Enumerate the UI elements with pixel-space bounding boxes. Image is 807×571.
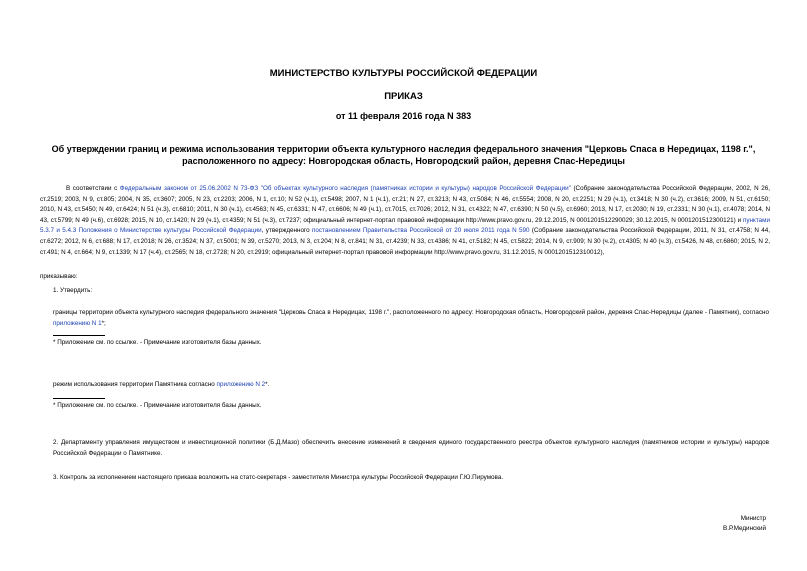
- item-3: 3. Контроль за исполнением настоящего приказа возложить на статс-секретаря - заместителя Министра культуры Российской Федерации Г.Ю.Пирумова.: [53, 474, 504, 481]
- item-2: 2. Департаменту управления имуществом и инвестиционной политики (Б.Д.Мазо) обеспечить внесение изменений в сведения единого государственного реестра объектов культурного наследия (памятников истории и культуры) народов Российской Федерации о Памятнике.: [53, 439, 769, 457]
- signature-name: В.Р.Мединский: [723, 525, 766, 532]
- doc-type-heading: ПРИКАЗ: [384, 91, 423, 102]
- bounds-text: границы территории объекта культурного наследия федерального значения "Церковь Спаса в Нередицах, 1198 г.", расположенного по адресу: Новгородская область, Новгородский район, деревня Спас-Нередицы (далее - Памятник), согласно: [53, 309, 769, 316]
- preamble-text-4: (Собрание законодательства Российской Федерации, 2011, N 31, ст.4758; N 44, ст.6272; 2012, N 6, ст.688; N 17, ст.2018; N 26, ст.3524; N 37, ст.5001; N 39, ст.5270; 2013, N 3, ст.204; N 8, ст.841; N 31, ст.4239; N 33, ст.4386; N 41, ст.5182; N 45, ст.5822; 2014, N 9, ст.909; N 30 (ч.2), ст.4305; N 40 (ч.3), ст.5426, N 48, ст.6860; 2015, N 2, ст.491; N 4, ст.664; N 9, ст.1339; N 17 (ч.4), ст.2565; N 18, ст.2728; N 20, ст.2919; официальный интернет-портал правовой информации http://www.pravo.gov.ru, 31.12.2015, N 0001201512310012),: [40, 227, 770, 256]
- preamble-paragraph: [40, 184, 770, 258]
- appendix-1-link[interactable]: приложению N 1: [53, 319, 102, 327]
- government-resolution-link[interactable]: постановлением Правительства Российской от 20 июля 2011 года N 590: [311, 227, 530, 235]
- footnote-2: * Приложение см. по ссылке. - Примечание изготовителя базы данных.: [53, 402, 262, 409]
- regime-text: режим использования территории Памятника согласно: [53, 381, 217, 388]
- bounds-suffix: *;: [101, 319, 106, 327]
- regime-suffix: *.: [265, 381, 270, 388]
- footnote-1: * Приложение см. по ссылке. - Примечание изготовителя базы данных.: [53, 339, 262, 346]
- regime-paragraph: [53, 380, 269, 391]
- regulation-points-link[interactable]: пунктами 5.3.7 и 5.4.3 Положения о Министерстве культуры Российской Федерации: [40, 216, 770, 235]
- preamble-text-3: , утвержденного: [261, 227, 312, 235]
- preamble-text-2: (Собрание законодательства Российской Федерации, 2002, N 26, ст.2519; 2003, N 9, ст.805; 2004, N 35, ст.3607; 2005, N 23, ст.2203; 2006, N 1, ст.10; N 52 (ч.1), ст.5498; 2007, N 1 (ч.1), ст.21; N 27, ст.3213; N 43, ст.5084; N 46, ст.5554; 2008, N 20, ст.2251; N 29 (ч.1), ст.3418; N 30 (ч.2), ст.3616; 2009, N 51, ст.6150; 2010, N 43, ст.5450; N 49, ст.6424; N 51 (ч.3), ст.6810; 2011, N 30 (ч.1), ст.4563; N 45, ст.6331; N 47, ст.6606; N 49 (ч.1), ст.7015, ст.7026; 2012, N 31, ст.4322; N 47, ст.6390; N 50 (ч.5), ст.6960; 2013, N 17, ст.2030; N 19, ст.2331; N 30 (ч.1), ст.4078; 2014, N 43, ст.5799; N 49 (ч.6), ст.6928; 2015, N 10, ст.1420; N 29 (ч.1), ст.4359; N 51 (ч.3), ст.7237; официальный интернет-портал правовой информации http://www.pravo.gov.ru, 29.12.2015, N 0001201512290029; 30.12.2015, N 0001201512300121) и: [40, 185, 771, 224]
- appendix-2-link[interactable]: приложению N 2: [216, 381, 266, 388]
- bounds-paragraph: [53, 308, 769, 329]
- ministry-heading: МИНИСТЕРСТВО КУЛЬТУРЫ РОССИЙСКОЙ ФЕДЕРАЦИИ: [269, 68, 538, 79]
- footnote-divider: [53, 335, 105, 336]
- document-title: Об утверждении границ и режима использования территории объекта культурного наследия федерального значения "Церковь Спаса в Нередицах, 1198 г.", расположенного по адресу: Новгородская область, Новгородский район, деревня Спас-Нередицы: [51, 144, 756, 166]
- preamble-text-1: В соответствии с: [66, 185, 120, 192]
- footnote-divider: [53, 398, 105, 399]
- federal-law-link[interactable]: Федеральным законом от 25.06.2002 N 73-ФЗ "Об объектах культурного наследия (памятниках истории и культуры) народов Российской Федерации": [119, 185, 571, 192]
- signature-position: Министр: [740, 515, 766, 522]
- item-1: 1. Утвердить:: [53, 287, 93, 294]
- date-number-heading: от 11 февраля 2016 года N 383: [335, 111, 472, 121]
- order-word: приказываю:: [40, 273, 78, 280]
